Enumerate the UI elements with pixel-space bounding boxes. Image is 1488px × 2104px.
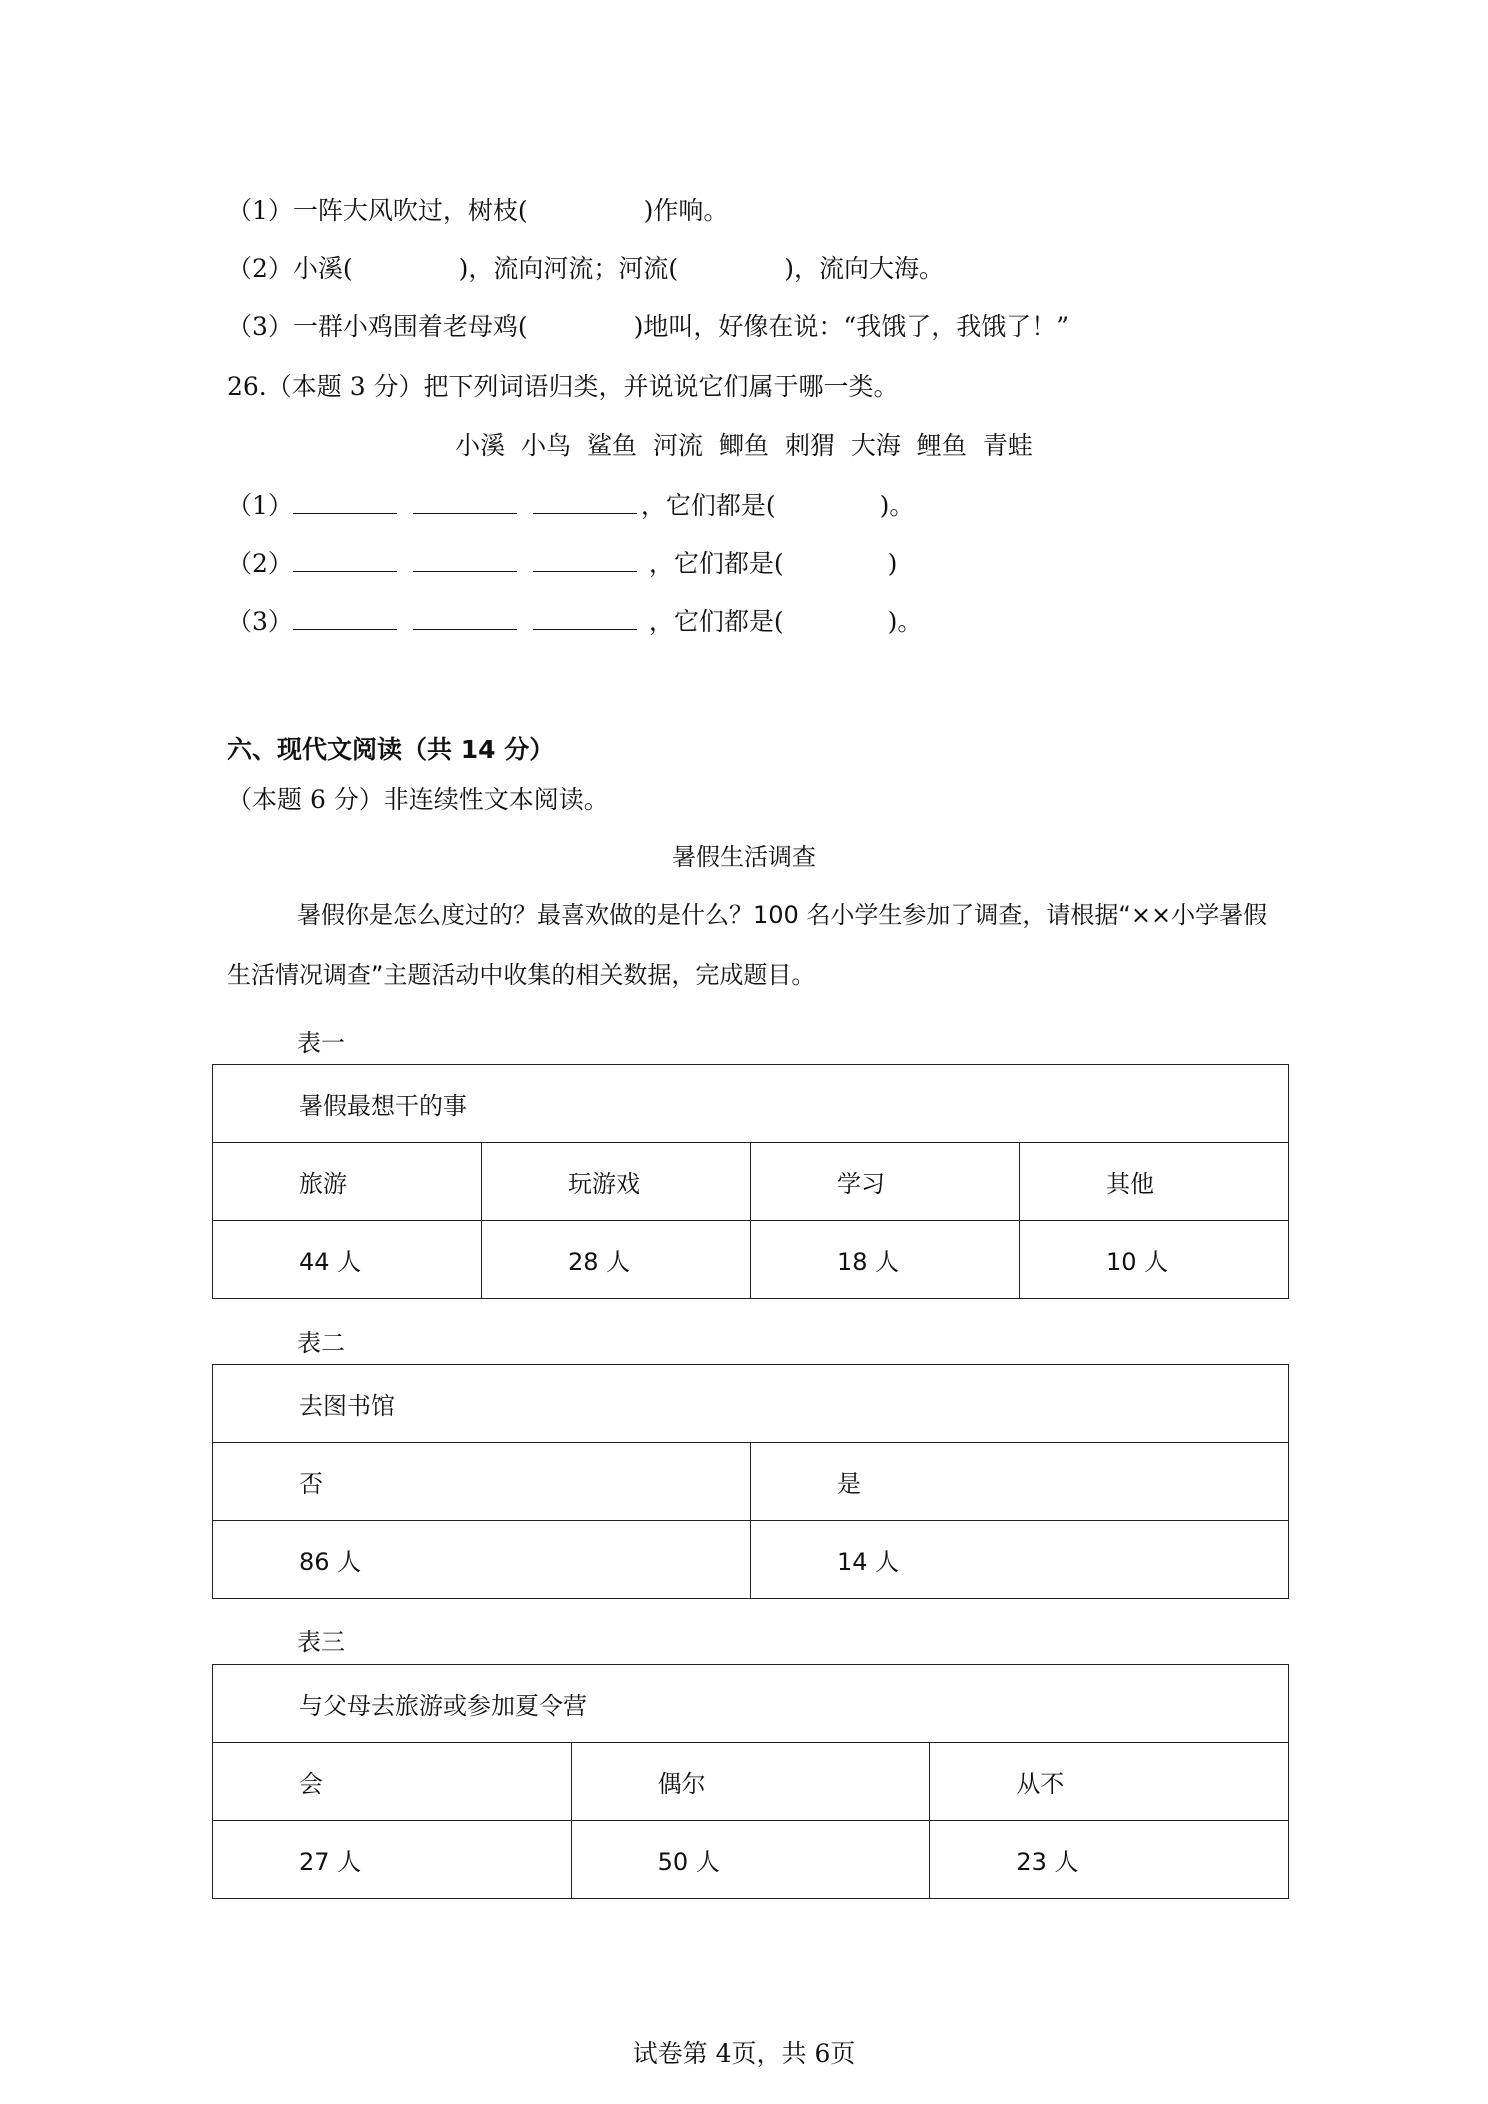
table-row xyxy=(213,1665,1289,1743)
table-header-cell: 否 xyxy=(213,1443,751,1521)
table-header-cell: 偶尔 xyxy=(571,1743,930,1821)
q26-header: 26.（本题 3 分）把下列词语归类，并说说它们属于哪一类。 xyxy=(227,372,899,401)
row-number: （2） xyxy=(227,549,293,578)
table-row xyxy=(213,1821,1289,1899)
table-header-cell: 会 xyxy=(213,1743,572,1821)
table-header-cell: 学习 xyxy=(751,1143,1020,1221)
answer-line[interactable] xyxy=(533,607,637,630)
item-text: )，流向河流；河流( xyxy=(458,254,679,283)
word: 鲫鱼 xyxy=(718,431,769,460)
q25-item-2 xyxy=(227,252,944,286)
row-text: )。 xyxy=(879,491,915,520)
item-number: （2） xyxy=(227,254,293,283)
table-value-cell: 18 人 xyxy=(751,1221,1020,1299)
word: 大海 xyxy=(850,431,901,460)
q26-row-3 xyxy=(227,605,922,639)
table-header-cell: 旅游 xyxy=(213,1143,482,1221)
table-2 xyxy=(212,1364,1289,1599)
q26-word-list xyxy=(0,429,1488,463)
table-3 xyxy=(212,1664,1289,1899)
word: 鲤鱼 xyxy=(916,431,967,460)
page-footer: 试卷第 4页，共 6页 xyxy=(632,2039,856,2068)
row-text: ，它们都是( xyxy=(640,491,776,520)
item-text: 一群小鸡围着老母鸡( xyxy=(292,312,528,341)
word: 刺猬 xyxy=(784,431,835,460)
word: 鲨鱼 xyxy=(587,431,638,460)
answer-line[interactable] xyxy=(533,491,637,514)
item-text: )地叫，好像在说：“我饿了，我饿了！” xyxy=(633,312,1069,341)
table-value-cell: 10 人 xyxy=(1020,1221,1289,1299)
answer-line[interactable] xyxy=(533,549,637,572)
item-number: （3） xyxy=(227,312,293,341)
table-3-caption: 表三 xyxy=(297,1628,345,1656)
table-value-cell: 50 人 xyxy=(571,1821,930,1899)
answer-line[interactable] xyxy=(293,549,397,572)
table-value-cell: 44 人 xyxy=(213,1221,482,1299)
table-1 xyxy=(212,1064,1289,1299)
q26-row-2 xyxy=(227,547,897,581)
table-value-cell: 23 人 xyxy=(930,1821,1289,1899)
row-text: )。 xyxy=(887,607,923,636)
item-number: （1） xyxy=(227,196,293,225)
table-value-cell: 27 人 xyxy=(213,1821,572,1899)
table-2-caption: 表二 xyxy=(297,1329,345,1357)
table-row xyxy=(213,1743,1289,1821)
row-text: ) xyxy=(887,549,898,578)
table-header-cell: 是 xyxy=(751,1443,1289,1521)
row-text: ，它们都是( xyxy=(640,549,784,578)
section-heading: 六、现代文阅读（共 14 分） xyxy=(227,735,555,764)
q25-item-1 xyxy=(227,194,728,228)
table-header-cell: 从不 xyxy=(930,1743,1289,1821)
word: 小溪 xyxy=(455,431,506,460)
word: 青蛙 xyxy=(982,431,1033,460)
item-text: 一阵大风吹过，树枝( xyxy=(292,196,528,225)
table-title: 与父母去旅游或参加夏令营 xyxy=(213,1665,1289,1743)
row-number: （3） xyxy=(227,607,293,636)
item-text: 小溪( xyxy=(292,254,353,283)
table-value-cell: 86 人 xyxy=(213,1521,751,1599)
table-value-cell: 28 人 xyxy=(482,1221,751,1299)
answer-line[interactable] xyxy=(413,491,517,514)
item-text: )作响。 xyxy=(643,196,729,225)
table-value-cell: 14 人 xyxy=(751,1521,1289,1599)
answer-line[interactable] xyxy=(293,607,397,630)
section-intro: （本题 6 分）非连续性文本阅读。 xyxy=(227,785,609,814)
table-header-cell: 其他 xyxy=(1020,1143,1289,1221)
row-text: ，它们都是( xyxy=(640,607,784,636)
table-row xyxy=(213,1443,1289,1521)
table-row xyxy=(213,1143,1289,1221)
table-row xyxy=(213,1365,1289,1443)
table-row xyxy=(213,1221,1289,1299)
table-row xyxy=(213,1065,1289,1143)
row-number: （1） xyxy=(227,491,293,520)
word: 河流 xyxy=(653,431,704,460)
answer-line[interactable] xyxy=(413,549,517,572)
q26-row-1 xyxy=(227,489,914,523)
table-1-caption: 表一 xyxy=(297,1029,345,1057)
passage-paragraph: 暑假你是怎么度过的？最喜欢做的是什么？100 名小学生参加了调查，请根据“××小学暑假生活情况调查”主题活动中收集的相关数据，完成题目。 xyxy=(227,901,1268,989)
answer-line[interactable] xyxy=(293,491,397,514)
table-title: 暑假最想干的事 xyxy=(213,1065,1289,1143)
table-row xyxy=(213,1521,1289,1599)
q25-item-3 xyxy=(227,310,1069,344)
passage-title: 暑假生活调查 xyxy=(672,843,816,871)
table-header-cell: 玩游戏 xyxy=(482,1143,751,1221)
table-title: 去图书馆 xyxy=(213,1365,1289,1443)
word: 小鸟 xyxy=(521,431,572,460)
answer-line[interactable] xyxy=(413,607,517,630)
item-text: )，流向大海。 xyxy=(784,254,944,283)
